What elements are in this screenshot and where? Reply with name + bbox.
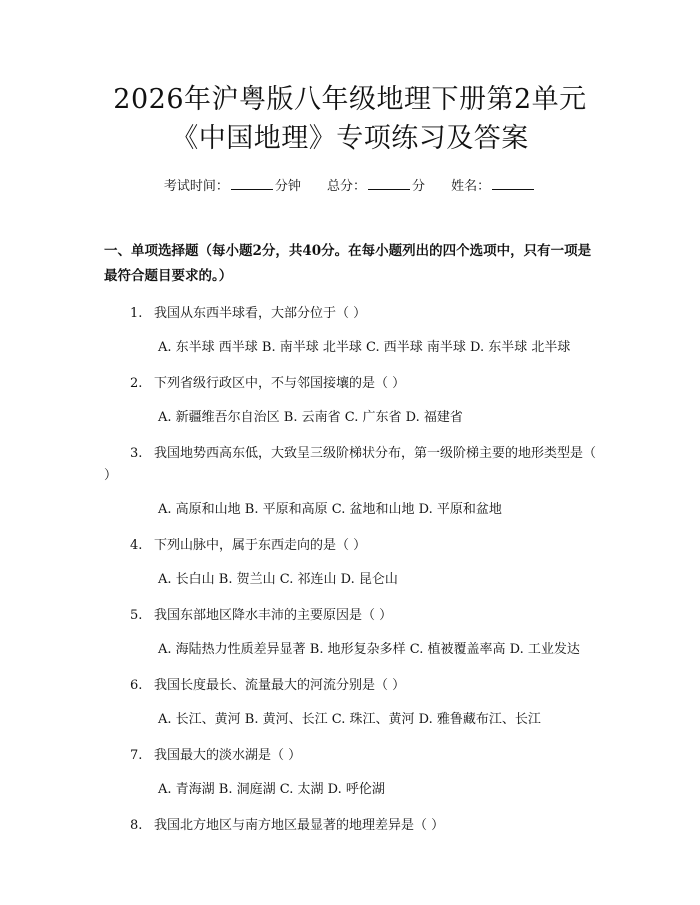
question-4 (104, 535, 596, 591)
question-number: 6. (130, 678, 143, 693)
question-options: A. 长江、黄河 B. 黄河、长江 C. 珠江、黄河 D. 雅鲁藏布江、长江 (158, 712, 541, 727)
question-text: 下列山脉中，属于东西走向的是（ ） (154, 538, 367, 553)
document-title: 2026年沪粤版八年级地理下册第2单元《中国地理》专项练习及答案 (113, 84, 587, 154)
question-options: A. 东半球 西半球 B. 南半球 北半球 C. 西半球 南半球 D. 东半球 北半球 (158, 340, 571, 355)
time-label: 考试时间： (163, 179, 229, 194)
score-unit: 分 (412, 179, 426, 194)
question-3 (104, 443, 596, 521)
question-6 (104, 675, 596, 731)
question-stem (104, 675, 596, 697)
question-stem (104, 745, 596, 767)
question-text: 我国从东西半球看，大部分位于（ ） (154, 306, 367, 321)
question-stem (104, 373, 596, 395)
question-stem (104, 535, 596, 557)
question-5 (104, 605, 596, 661)
question-stem (104, 443, 596, 487)
score-label: 总分： (326, 179, 366, 194)
question-options: A. 海陆热力性质差异显著 B. 地形复杂多样 C. 植被覆盖率高 D. 工业发达 (158, 642, 580, 657)
question-8 (104, 815, 596, 837)
total-score (327, 177, 425, 196)
question-text: 我国最大的淡水湖是（ ） (154, 748, 302, 763)
question-2 (104, 373, 596, 429)
score-blank (368, 177, 410, 190)
question-number: 5. (130, 608, 143, 623)
question-number: 4. (130, 538, 143, 553)
question-text: 我国东部地区降水丰沛的主要原因是（ ） (154, 608, 393, 623)
question-number: 3. (130, 446, 143, 461)
question-text: 我国北方地区与南方地区最显著的地理差异是（ ） (154, 818, 445, 833)
exam-info (104, 177, 596, 196)
question-text: 我国长度最长、流量最大的河流分别是（ ） (154, 678, 406, 693)
name-label: 姓名： (451, 179, 491, 194)
question-options: A. 长白山 B. 贺兰山 C. 祁连山 D. 昆仑山 (158, 572, 398, 587)
question-options: A. 高原和山地 B. 平原和高原 C. 盆地和山地 D. 平原和盆地 (158, 502, 502, 517)
question-stem (104, 815, 596, 837)
question-number: 2. (130, 376, 143, 391)
question-options: A. 青海湖 B. 洞庭湖 C. 太湖 D. 呼伦湖 (158, 782, 385, 797)
time-unit: 分钟 (274, 179, 301, 194)
question-number: 8. (130, 818, 143, 833)
question-number: 1. (130, 306, 143, 321)
question-text: 下列省级行政区中，不与邻国接壤的是（ ） (154, 376, 406, 391)
student-name (451, 177, 536, 196)
question-1 (104, 303, 596, 359)
question-stem (104, 303, 596, 325)
question-7 (104, 745, 596, 801)
section-heading: 一、单项选择题（每小题2分，共40分。在每小题列出的四个选项中，只有一项是最符合题目要求的。） (104, 243, 592, 284)
question-number: 7. (130, 748, 143, 763)
question-options: A. 新疆维吾尔自治区 B. 云南省 C. 广东省 D. 福建省 (158, 410, 463, 425)
name-blank (492, 177, 534, 190)
time-blank (231, 177, 273, 190)
question-stem (104, 605, 596, 627)
exam-time (164, 177, 301, 196)
question-text: 我国地势西高东低，大致呈三级阶梯状分布，第一级阶梯主要的地形类型是（ ） (104, 446, 597, 483)
